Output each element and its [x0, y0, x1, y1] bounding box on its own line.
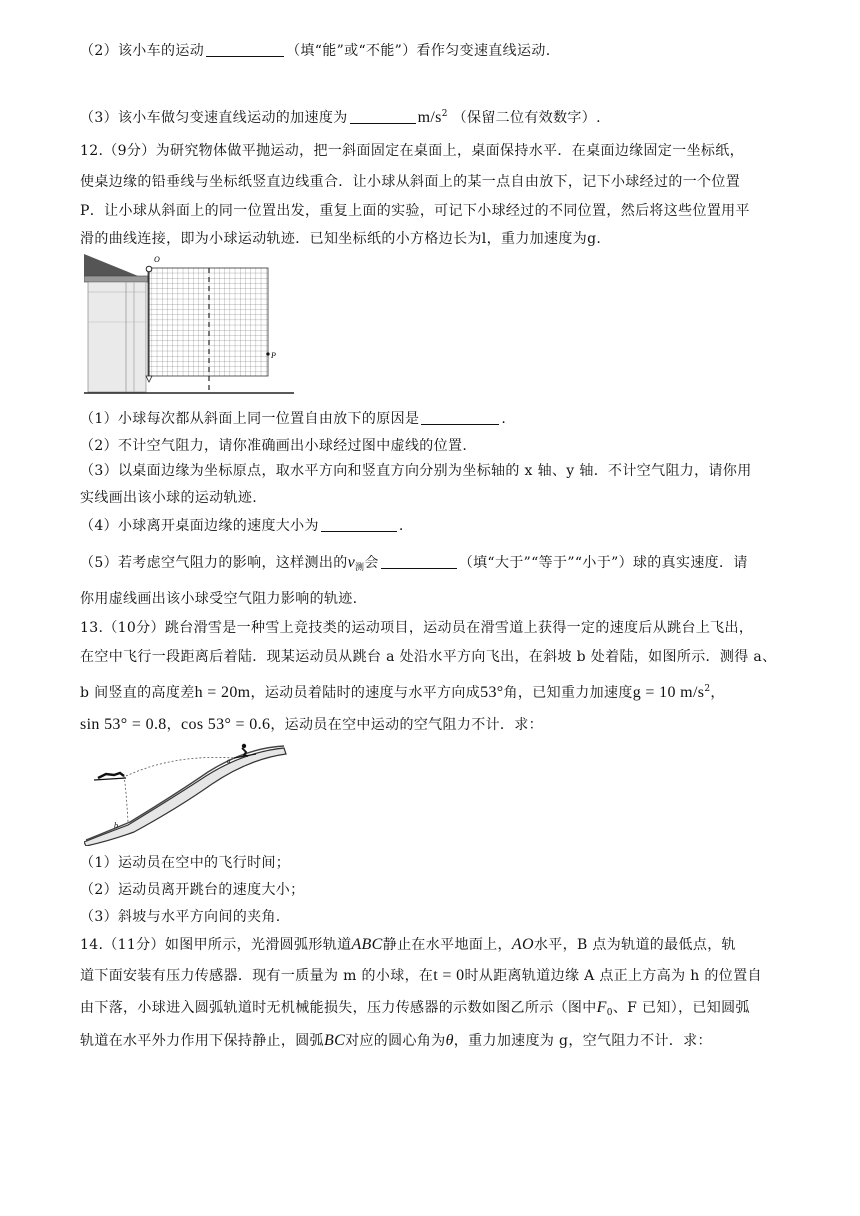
- flight-path-left: [124, 776, 128, 822]
- q13-sub1: （1）运动员在空中的飞行时间；: [80, 855, 291, 871]
- figure-ski-jump: [84, 742, 290, 846]
- q11-part3-text: （3）该小车做匀变速直线运动的加速度为: [80, 110, 348, 126]
- q13-line-3: b 间竖直的高度差h = 20m，运动员着陆时的速度与水平方向成53°角，已知重力加速度g = 10 $m/s^2$，: [80, 684, 725, 701]
- answer-blank[interactable]: [206, 42, 284, 57]
- q14-line-1: 14.（11分）如图甲所示，光滑圆弧形轨道ABC静止在水平地面上，AO水平，B 点为轨道的最低点，轨: [80, 936, 736, 953]
- q14-line-3: 由下落，小球进入圆弧轨道时无机械能损失，压力传感器的示数如图乙所示（图中$F_0$、F 已知），已知圆弧: [80, 999, 750, 1018]
- q13-line-2: 在空中飞行一段距离后着陆．现某运动员从跳台 a 处沿水平方向飞出，在斜坡 b 处着陆，如图所示．测得 a、: [80, 649, 777, 665]
- label-o: O: [154, 255, 160, 264]
- segment-ao: AO: [511, 936, 534, 953]
- q12-line-1: 12.（9分）为研究物体做平抛运动，把一斜面固定在桌面上，桌面保持水平．在桌面边缘固定一坐标纸，: [80, 143, 744, 159]
- q12-sub5-text: （5）若考虑空气阻力的影响，这样测出的: [80, 555, 348, 571]
- cos-formula: cos 53° = 0.6: [181, 716, 271, 733]
- height-formula: h = 20m: [194, 684, 251, 701]
- q14-line-4: 轨道在水平外力作用下保持静止，圆弧BC对应的圆心角为θ，重力加速度为 g，空气阻力不计．求：: [80, 1032, 712, 1049]
- q11-part3-text-end: （保留二位有效数字）.: [452, 110, 601, 126]
- slope-shape: [84, 254, 138, 276]
- q11-part3: [80, 104, 780, 128]
- label-a: a: [227, 757, 231, 765]
- q11-part2: [80, 41, 780, 61]
- time-formula: t = 0: [433, 967, 465, 984]
- skier-flying-icon: [98, 773, 124, 778]
- grid-paper: [148, 268, 268, 376]
- force-f0: F: [596, 999, 607, 1016]
- q12-sub4: [80, 516, 780, 536]
- q12-sub1-end: .: [501, 411, 507, 427]
- arc-bc: BC: [323, 1032, 346, 1049]
- answer-blank[interactable]: [321, 517, 397, 532]
- angle-value: 53°: [480, 684, 504, 701]
- q12-sub5-mid: 会: [364, 555, 379, 571]
- q13-sub2: （2）运动员离开跳台的速度大小；: [80, 882, 305, 898]
- track-abc: ABC: [351, 936, 383, 953]
- q11-part2-text: （2）该小车的运动: [80, 43, 205, 59]
- angle-theta: θ: [445, 1032, 454, 1049]
- unit-exponent: 2: [441, 109, 448, 119]
- q14-line-2: 道下面安装有压力传感器．现有一质量为 m 的小球，在t = 0时从距离轨道边缘 A 点正上方高为 h 的位置自: [80, 967, 762, 984]
- q12-sub1: [80, 409, 780, 429]
- point-p: [266, 352, 269, 355]
- q12-sub4-text: （4）小球离开桌面边缘的速度大小为: [80, 518, 319, 534]
- sin-formula: sin 53° = 0.8: [80, 716, 167, 733]
- v-subscript: 测: [355, 563, 365, 573]
- gravity-formula: g = 10 m/s: [632, 684, 705, 701]
- slope-shape: [84, 748, 286, 846]
- q13-sub3: （3）斜坡与水平方向间的夹角.: [80, 909, 281, 925]
- v-symbol: v: [347, 554, 356, 571]
- unit: m/s: [417, 109, 442, 126]
- q12-sub4-end: .: [398, 518, 404, 534]
- label-b: b: [114, 821, 118, 830]
- answer-blank[interactable]: [350, 109, 416, 124]
- ball-icon: [146, 266, 152, 272]
- q12-sub1-text: （1）小球每次都从斜面上同一位置自由放下的原因是: [80, 411, 420, 427]
- q12-sub5-line2: 你用虚线画出该小球受空气阻力影响的轨迹.: [80, 591, 358, 607]
- label-p: P: [271, 351, 276, 360]
- answer-blank[interactable]: [381, 554, 457, 569]
- q13-line-1: 13.（10分）跳台滑雪是一种雪上竞技类的运动项目，运动员在滑雪道上获得一定的速度后从跳台上飞出，: [80, 620, 754, 636]
- q12-sub5-end: （填“大于”“等于”“小于”）球的真实速度．请: [458, 555, 748, 571]
- q12-line-4: 滑的曲线连接，即为小球运动轨迹．已知坐标纸的小方格边长为l，重力加速度为g.: [80, 231, 602, 247]
- table-top: [84, 276, 148, 282]
- q12-line-2: 使桌边缘的铅垂线与坐标纸竖直边线重合．让小球从斜面上的某一点自由放下，记下小球经过的一个位置: [80, 174, 741, 190]
- q12-line-3: P．让小球从斜面上的同一位置出发，重复上面的实验，可记下小球经过的不同位置，然后将这些位置用平: [80, 203, 750, 219]
- figure-projectile-setup: [84, 252, 294, 396]
- q11-part2-text-end: （填“能”或“不能”）看作匀变速直线运动.: [286, 43, 551, 59]
- answer-blank[interactable]: [421, 410, 499, 425]
- q12-sub3-line1: （3）以桌面边缘为坐标原点，取水平方向和竖直方向分别为坐标轴的 x 轴、y 轴．不计空气阻力，请你用: [80, 463, 752, 479]
- q12-sub2: （2）不计空气阻力，请你准确画出小球经过图中虚线的位置.: [80, 438, 468, 454]
- q13-line-4: sin 53° = 0.8，cos 53° = 0.6，运动员在空中运动的空气阻力不计．求：: [80, 716, 543, 733]
- q12-sub3-line2: 实线画出该小球的运动轨迹.: [80, 490, 257, 506]
- table-body: [88, 282, 146, 392]
- q12-sub5: [80, 553, 780, 578]
